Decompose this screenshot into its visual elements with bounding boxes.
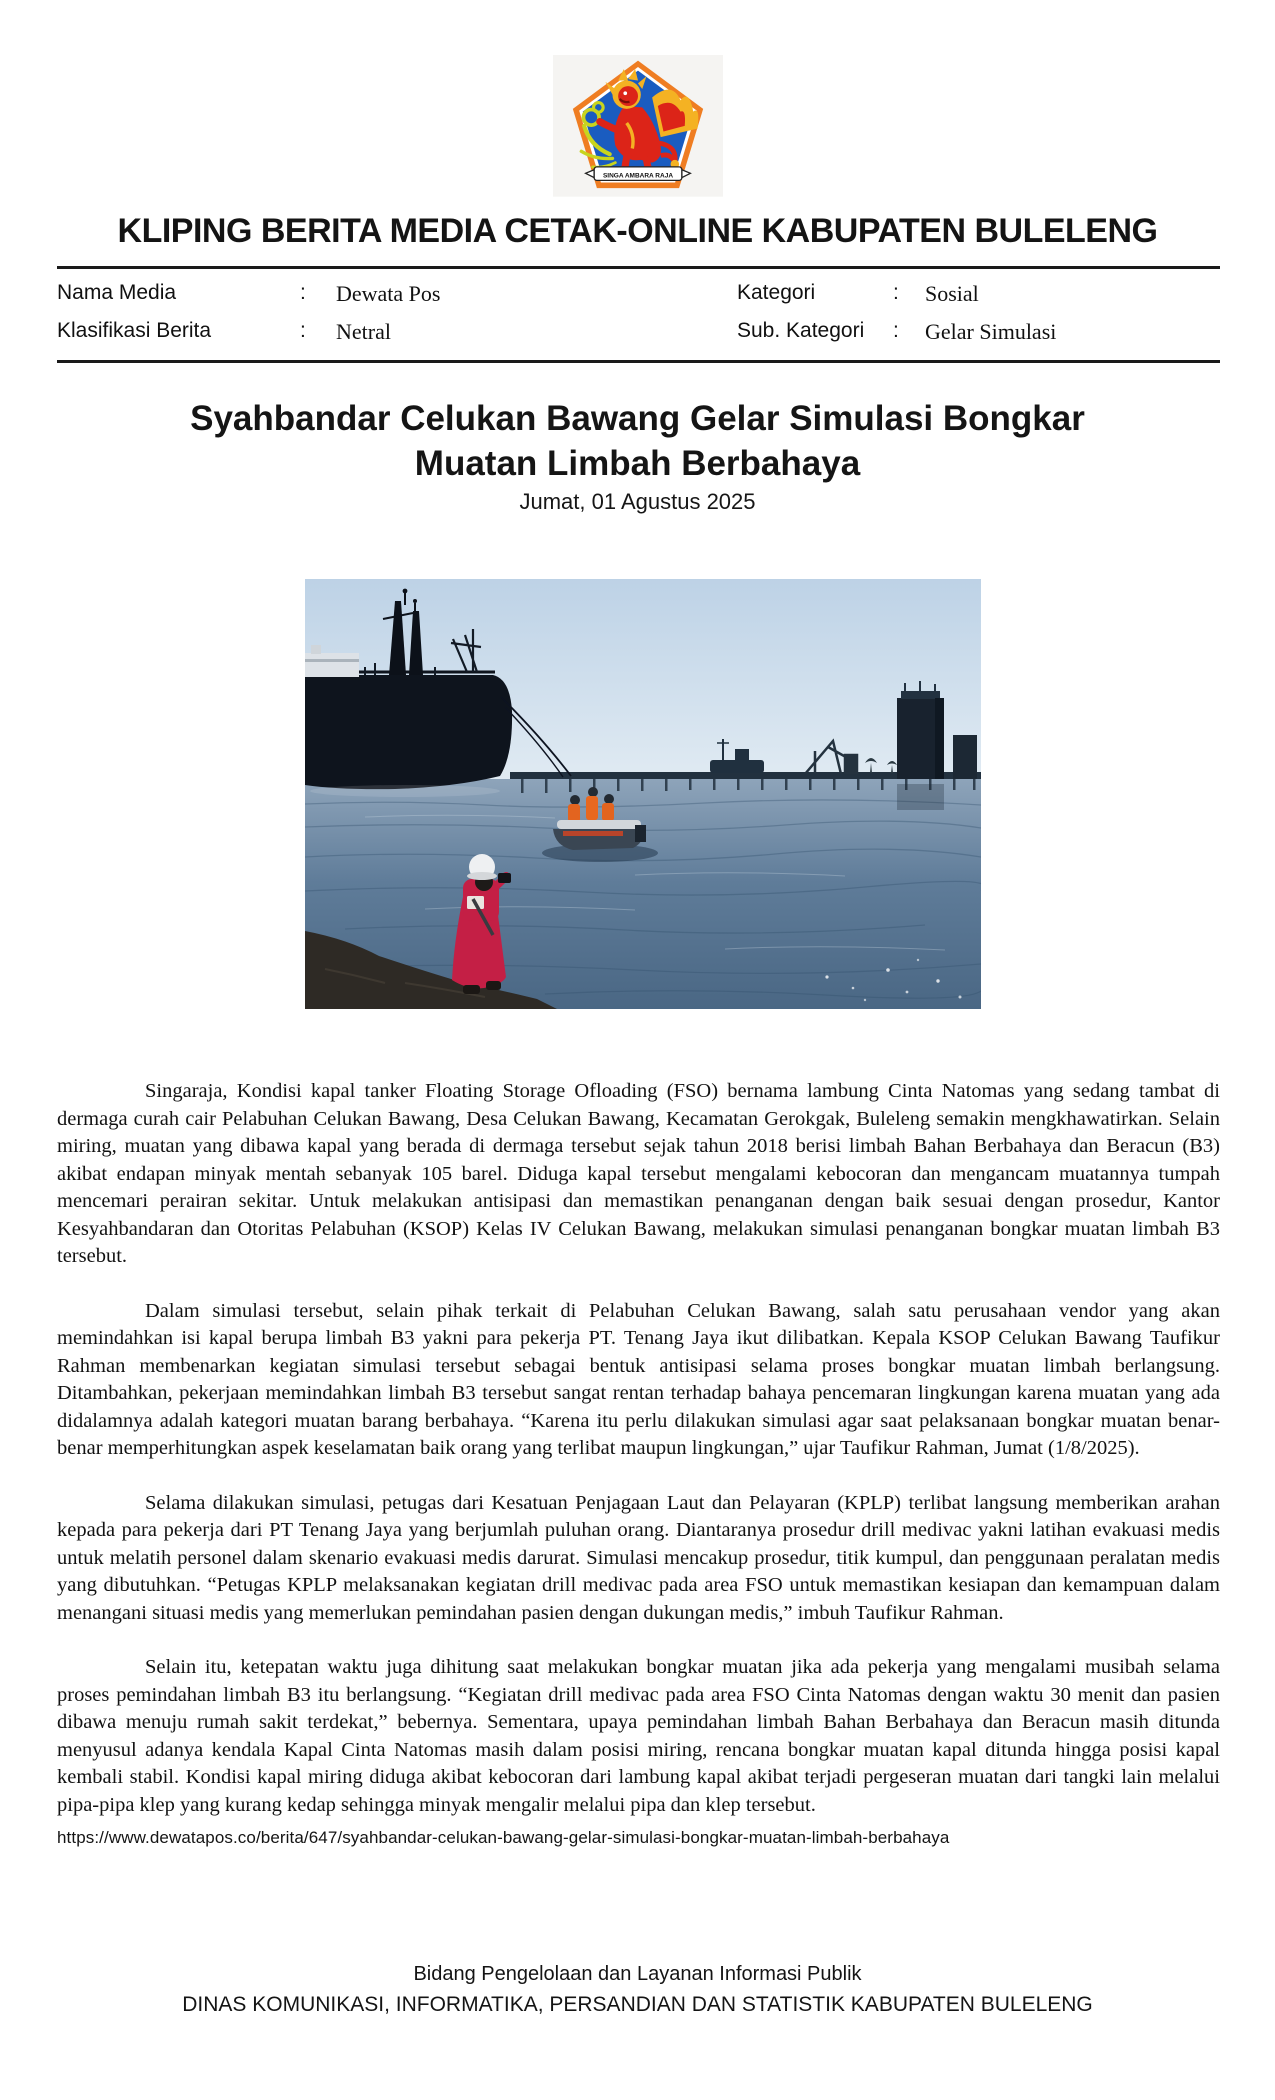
article-paragraph: Singaraja, Kondisi kapal tanker Floating Storage Ofloading (FSO) bernama lambung Cinta Natomas yang sedang tambat di dermaga curah cair Pelabuhan Celukan Bawang, Desa Celukan Bawang, Kecamatan Gerokgak, Buleleng semakin mengkhawatirkan. Selain miring, muatan yang dibawa kapal yang berada di dermaga tersebut sejak tahun 2018 berisi limbah Bahan Berbahaya dan Beracun (B3) akibat endapan minyak mentah sebanyak 105 barel. Diduga kapal tersebut mengalami kebocoran dan mengancam muatannya tumpah mencemari perairan sekitar. Untuk melakukan antisipasi dan memastikan penanganan dengan baik sesuai dengan prosedur, Kantor Kesyahbandaran dan Otoritas Pelabuhan (KSOP) Kelas IV Celukan Bawang, melakukan simulasi penanganan bongkar muatan limbah B3 tersebut. <box>57 1080 1220 1267</box>
article-title: Syahbandar Celukan Bawang Gelar Simulasi Bongkar Muatan Limbah Berbahaya <box>190 399 1085 483</box>
meta-value-sub-kategori: Gelar Simulasi <box>925 319 1057 344</box>
banner-text: SINGA AMBARA RAJA <box>602 172 674 180</box>
metadata-row <box>0 319 1275 349</box>
source-url-link[interactable]: https://www.dewatapos.co/berita/647/syahbandar-celukan-bawang-gelar-simulasi-bongkar-muatan-limbah-berbahaya <box>57 1828 950 1847</box>
footer-agency: DINAS KOMUNIKASI, INFORMATIKA, PERSANDIAN DAN STATISTIK KABUPATEN BULELENG <box>182 1993 1093 2016</box>
buleleng-regency-emblem-icon <box>553 55 723 200</box>
meta-label-klasifikasi: Klasifikasi Berita <box>57 319 212 342</box>
article-photo <box>305 579 981 1009</box>
divider-metadata <box>57 360 1220 363</box>
document-title: KLIPING BERITA MEDIA CETAK-ONLINE KABUPATEN BULELENG <box>117 212 1158 250</box>
meta-value-nama-media: Dewata Pos <box>336 281 441 306</box>
divider-top <box>57 266 1220 269</box>
meta-colon: : <box>300 319 306 342</box>
banner-ribbon <box>586 167 691 180</box>
meta-colon: : <box>893 281 899 304</box>
meta-colon: : <box>893 319 899 342</box>
article-paragraph: Selama dilakukan simulasi, petugas dari Kesatuan Penjagaan Laut dan Pelayaran (KPLP) terlibat langsung memberikan arahan kepada para pekerja dari PT Tenang Jaya yang berjumlah puluhan orang. Diantaranya prosedur drill medivac yakni latihan evakuasi medis untuk melatih personel dalam skenario evakuasi medis darurat. Simulasi mencakup prosedur, titik kumpul, dan penggunaan peralatan medis yang dibutuhkan. “Petugas KPLP melaksanakan kegiatan drill medivac pada area FSO untuk memastikan kesiapan dan kemampuan dalam menangani situasi medis yang memerlukan pemindahan pasien dengan dukungan medis,” imbuh Taufikur Rahman. <box>57 1491 1220 1624</box>
metadata-row <box>0 281 1275 311</box>
article-body <box>57 1078 1220 1846</box>
meta-label-nama-media: Nama Media <box>57 281 177 304</box>
article-date: Jumat, 01 Agustus 2025 <box>519 489 756 514</box>
footer-division: Bidang Pengelolaan dan Layanan Informasi Publik <box>413 1963 862 1985</box>
meta-value-klasifikasi: Netral <box>336 319 391 344</box>
meta-value-kategori: Sosial <box>925 281 979 306</box>
meta-colon: : <box>300 281 306 304</box>
meta-label-sub-kategori: Sub. Kategori <box>737 319 865 342</box>
article-paragraph: Selain itu, ketepatan waktu juga dihitung saat melakukan bongkar muatan jika ada pekerja yang mengalami musibah selama proses pemindahan limbah B3 itu berlangsung. “Kegiatan drill medivac pada area FSO Cinta Natomas dengan waktu 30 menit dan pasien dibawa menuju rumah sakit terdekat,” bebernya. Sementara, upaya pemindahan limbah Bahan Berbahaya dan Beracun masih ditunda menyusul adanya kendala Kapal Cinta Natomas masih dalam posisi miring, rencana bongkar muatan kapal ditunda hingga posisi kapal kembali stabil. Kondisi kapal miring diduga akibat kebocoran dari lambung kapal akibat terjadi pergeseran muatan dari tangki lain melalui pipa-pipa klep yang kurang kedap sehingga minyak mengalir melalui pipa dan klep tersebut. <box>57 1656 1220 1816</box>
meta-label-kategori: Kategori <box>737 281 816 304</box>
article-paragraph: Dalam simulasi tersebut, selain pihak terkait di Pelabuhan Celukan Bawang, salah satu perusahaan vendor yang akan memindahkan isi kapal berupa limbah B3 yakni para pekerja PT. Tenang Jaya ikut dilibatkan. Kepala KSOP Celukan Bawang Taufikur Rahman membenarkan kegiatan simulasi tersebut sebagai bentuk antisipasi selama proses bongkar muatan limbah berlangsung. Ditambahkan, pekerjaan memindahkan limbah B3 tersebut sangat rentan terhadap bahaya pencemaran lingkungan karena muatan yang ada didalamnya adalah kategori muatan barang berbahaya. “Karena itu perlu dilakukan simulasi agar saat pelaksanaan bongkar muatan benar-benar memperhitungkan aspek keselamatan baik orang yang terlibat maupun lingkungan,” ujar Taufikur Rahman, Jumat (1/8/2025). <box>57 1299 1220 1459</box>
